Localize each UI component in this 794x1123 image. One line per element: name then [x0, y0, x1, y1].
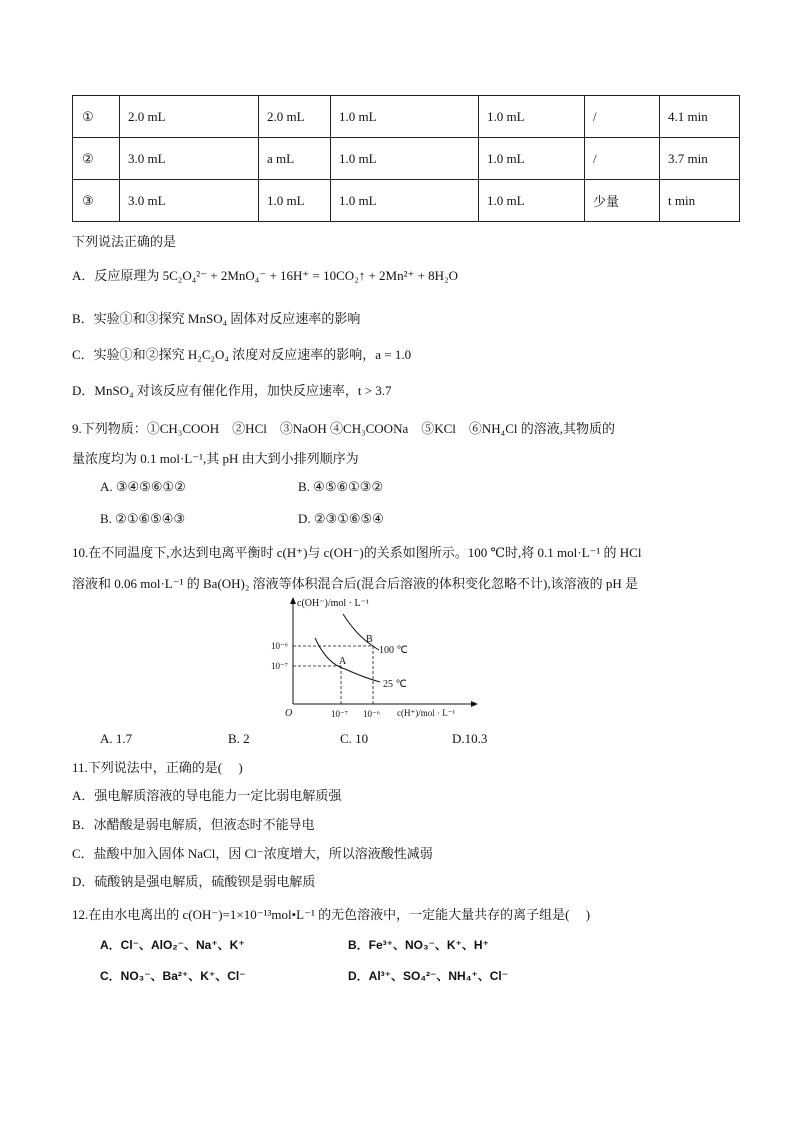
graph-curve-25c-label: 25 ℃ [383, 679, 407, 690]
q12-option-d: D．Al³⁺、SO₄²⁻、NH₄⁺、Cl⁻ [348, 969, 509, 983]
q10-option-d: D.10.3 [452, 731, 488, 746]
q8-stem: 下列说法正确的是 [72, 234, 177, 249]
graph-x-tick-high: 10⁻⁶ [363, 709, 380, 719]
table-cell: t min [660, 180, 740, 222]
q10-option-a: A. 1.7 [100, 731, 133, 746]
graph-ylabel: c(OH⁻)/mol · L⁻¹ [297, 598, 369, 609]
q9-option-b: B. ④⑤⑥①③② [298, 479, 384, 494]
table-cell: 1.0 mL [479, 180, 585, 222]
y-axis-arrow [290, 597, 296, 604]
q10-option-b: B. 2 [228, 731, 250, 746]
q9-option-c: B. ②①⑥⑤④③ [100, 511, 186, 526]
q11-option-a: A．强电解质溶液的导电能力一定比弱电解质强 [72, 788, 342, 803]
q11-option-d: D．硫酸钠是强电解质，硫酸钡是弱电解质 [72, 874, 316, 889]
table-cell: a mL [259, 138, 331, 180]
q9-option-a: A. ③④⑤⑥①② [100, 479, 186, 494]
table-cell: 1.0 mL [479, 96, 585, 138]
q11-option-b: B．冰醋酸是弱电解质，但液态时不能导电 [72, 817, 315, 832]
table-cell: / [585, 138, 660, 180]
q10-stem-line2: 溶液和 0.06 mol·L⁻¹ 的 Ba(OH)₂ 溶液等体积混合后(混合后溶液的体积变化忽略不计),该溶液的 pH 是 [72, 576, 638, 591]
table-row-label: ② [73, 138, 120, 180]
graph-curve-100c-label: 100 ℃ [379, 645, 408, 656]
table-cell: 1.0 mL [259, 180, 331, 222]
table-cell: 1.0 mL [331, 96, 479, 138]
q11-option-c: C．盐酸中加入固体 NaCl，因 Cl⁻浓度增大，所以溶液酸性减弱 [72, 846, 433, 861]
q10-option-c: C. 10 [340, 731, 369, 746]
table-cell: / [585, 96, 660, 138]
q12-stem: 12.在由水电离出的 c(OH⁻)=1×10⁻¹³mol•L⁻¹ 的无色溶液中，一定能大量共存的离子组是( ) [72, 907, 591, 922]
table-row [73, 138, 740, 180]
q8-option-d: D．MnSO₄ 对该反应有催化作用，加快反应速率，t > 3.7 [72, 383, 392, 398]
q12-option-b: B．Fe³⁺、NO₃⁻、K⁺、H⁺ [348, 938, 489, 952]
curve-100c [343, 614, 379, 650]
q12-option-a: A．Cl⁻、AlO₂⁻、Na⁺、K⁺ [100, 938, 245, 952]
table-row [73, 96, 740, 138]
graph-origin: O [285, 708, 293, 719]
q8-option-c: C．实验①和②探究 H₂C₂O₄ 浓度对反应速率的影响，a = 1.0 [72, 347, 412, 362]
graph-y-tick-low: 10⁻⁷ [271, 661, 288, 671]
table-cell: 1.0 mL [479, 138, 585, 180]
q12-option-c: C．NO₃⁻、Ba²⁺、K⁺、Cl⁻ [100, 969, 246, 983]
table-row [73, 180, 740, 222]
q11-stem: 11.下列说法中，正确的是( ) [72, 760, 243, 775]
q9-option-d: D. ②③①⑥⑤④ [298, 511, 384, 526]
q10-stem-line1: 10.在不同温度下,水达到电离平衡时 c(H⁺)与 c(OH⁻)的关系如图所示。100 ℃时,将 0.1 mol·L⁻¹ 的 HCl [72, 545, 642, 560]
q8-option-a: A．反应原理为 5C₂O₄²⁻ + 2MnO₄⁻ + 16H⁺ = 10CO₂↑ + 2Mn²⁺ + 8H₂O [72, 268, 458, 283]
q8-option-b: B．实验①和③探究 MnSO₄ 固体对反应速率的影响 [72, 311, 361, 326]
graph-x-tick-low: 10⁻⁷ [331, 709, 348, 719]
experiment-table [72, 95, 740, 222]
table-row-label: ① [73, 96, 120, 138]
table-cell: 1.0 mL [331, 138, 479, 180]
x-axis-arrow [471, 701, 478, 707]
table-cell: 3.0 mL [120, 138, 259, 180]
table-cell: 2.0 mL [120, 96, 259, 138]
graph-xlabel: c(H⁺)/mol · L⁻¹ [397, 708, 456, 718]
graph-point-b: B [366, 634, 373, 645]
table-cell: 少量 [585, 180, 660, 222]
graph-y-tick-high: 10⁻⁶ [271, 641, 288, 651]
q9-stem-line1: 9.下列物质：①CH₃COOH ②HCl ③NaOH ④CH₃COONa ⑤KCl ⑥NH₄Cl 的溶液,其物质的 [72, 421, 615, 436]
ion-product-graph [265, 594, 485, 726]
q9-stem-line2: 量浓度均为 0.1 mol·L⁻¹,其 pH 由大到小排列顺序为 [72, 451, 359, 466]
table-cell: 2.0 mL [259, 96, 331, 138]
table-cell: 1.0 mL [331, 180, 479, 222]
table-cell: 4.1 min [660, 96, 740, 138]
table-cell: 3.7 min [660, 138, 740, 180]
table-cell: 3.0 mL [120, 180, 259, 222]
table-row-label: ③ [73, 180, 120, 222]
graph-point-a: A [339, 656, 347, 667]
